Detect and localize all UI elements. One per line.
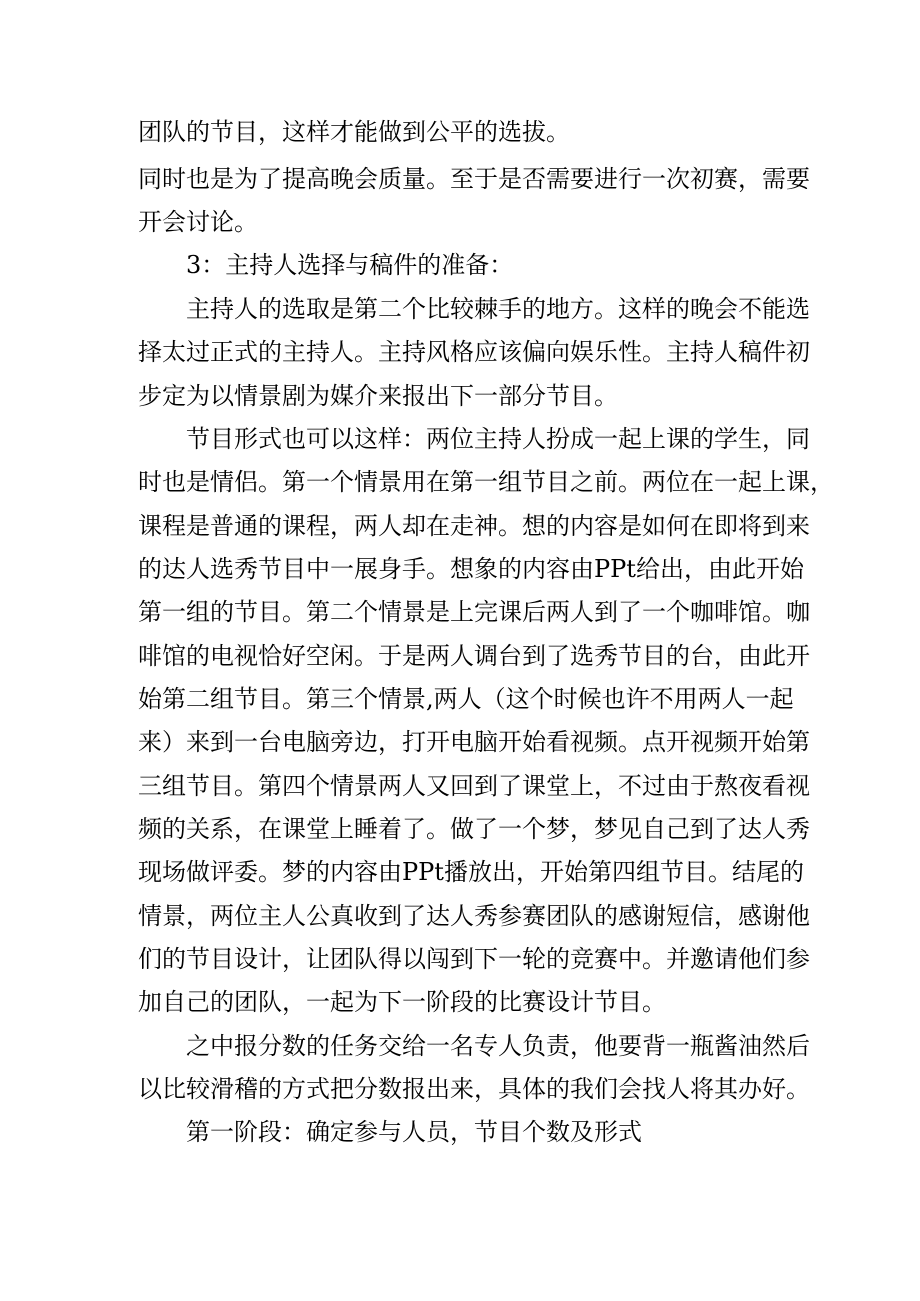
text-line-11: 的达人选秀节目中一展身手。想象的内容由PPt给出，由此开始 — [138, 555, 804, 583]
text-line-6: 择太过正式的主持人。主持风格应该偏向娱乐性。主持人稿件初 — [138, 338, 810, 366]
text-line-20: 们的节目设计，让团队得以闯到下一轮的竞赛中。并邀请他们参 — [138, 945, 810, 973]
text-line-5: 主持人的选取是第二个比较棘手的地方。这样的晚会不能选 — [186, 295, 810, 323]
text-line-13: 啡馆的电视恰好空闲。于是两人调台到了选秀节目的台，由此开 — [138, 642, 810, 670]
text-line-9: 时也是情侣。第一个情景用在第一组节目之前。两位在一起上课， — [138, 468, 834, 496]
text-line-14: 始第二组节目。第三个情景,两人（这个时候也许不用两人一起 — [138, 685, 794, 713]
text-line-17: 频的关系，在课堂上睡着了。做了一个梦，梦见自己到了达人秀 — [138, 815, 810, 843]
text-line-8: 节目形式也可以这样：两位主持人扮成一起上课的学生，同 — [186, 425, 810, 453]
text-line-15: 来）来到一台电脑旁边，打开电脑开始看视频。点开视频开始第 — [138, 728, 810, 756]
text-line-7: 步定为以情景剧为媒介来报出下一部分节目。 — [138, 382, 618, 410]
text-line-1: 团队的节目，这样才能做到公平的选拔。 — [138, 118, 570, 146]
section-heading-host: 3：主持人选择与稿件的准备： — [186, 251, 514, 279]
text-line-12: 第一组的节目。第二个情景是上完课后两人到了一个咖啡馆。咖 — [138, 598, 810, 626]
text-line-2: 同时也是为了提高晚会质量。至于是否需要进行一次初赛，需要 — [138, 165, 810, 193]
text-line-19: 情景，两位主人公真收到了达人秀参赛团队的感谢短信，感谢他 — [138, 902, 810, 930]
text-line-23: 以比较滑稽的方式把分数报出来，具体的我们会找人将其办好。 — [138, 1075, 810, 1103]
section-heading-stage-one: 第一阶段：确定参与人员，节目个数及形式 — [186, 1118, 642, 1146]
text-line-21: 加自己的团队，一起为下一阶段的比赛设计节目。 — [138, 988, 666, 1016]
text-line-22: 之中报分数的任务交给一名专人负责，他要背一瓶酱油然后 — [186, 1032, 810, 1060]
text-line-10: 课程是普通的课程，两人却在走神。想的内容是如何在即将到来 — [138, 512, 810, 540]
text-line-18: 现场做评委。梦的内容由PPt播放出，开始第四组节目。结尾的 — [138, 858, 804, 886]
text-line-16: 三组节目。第四个情景两人又回到了课堂上，不过由于熬夜看视 — [138, 772, 810, 800]
text-line-3: 开会讨论。 — [138, 208, 258, 236]
